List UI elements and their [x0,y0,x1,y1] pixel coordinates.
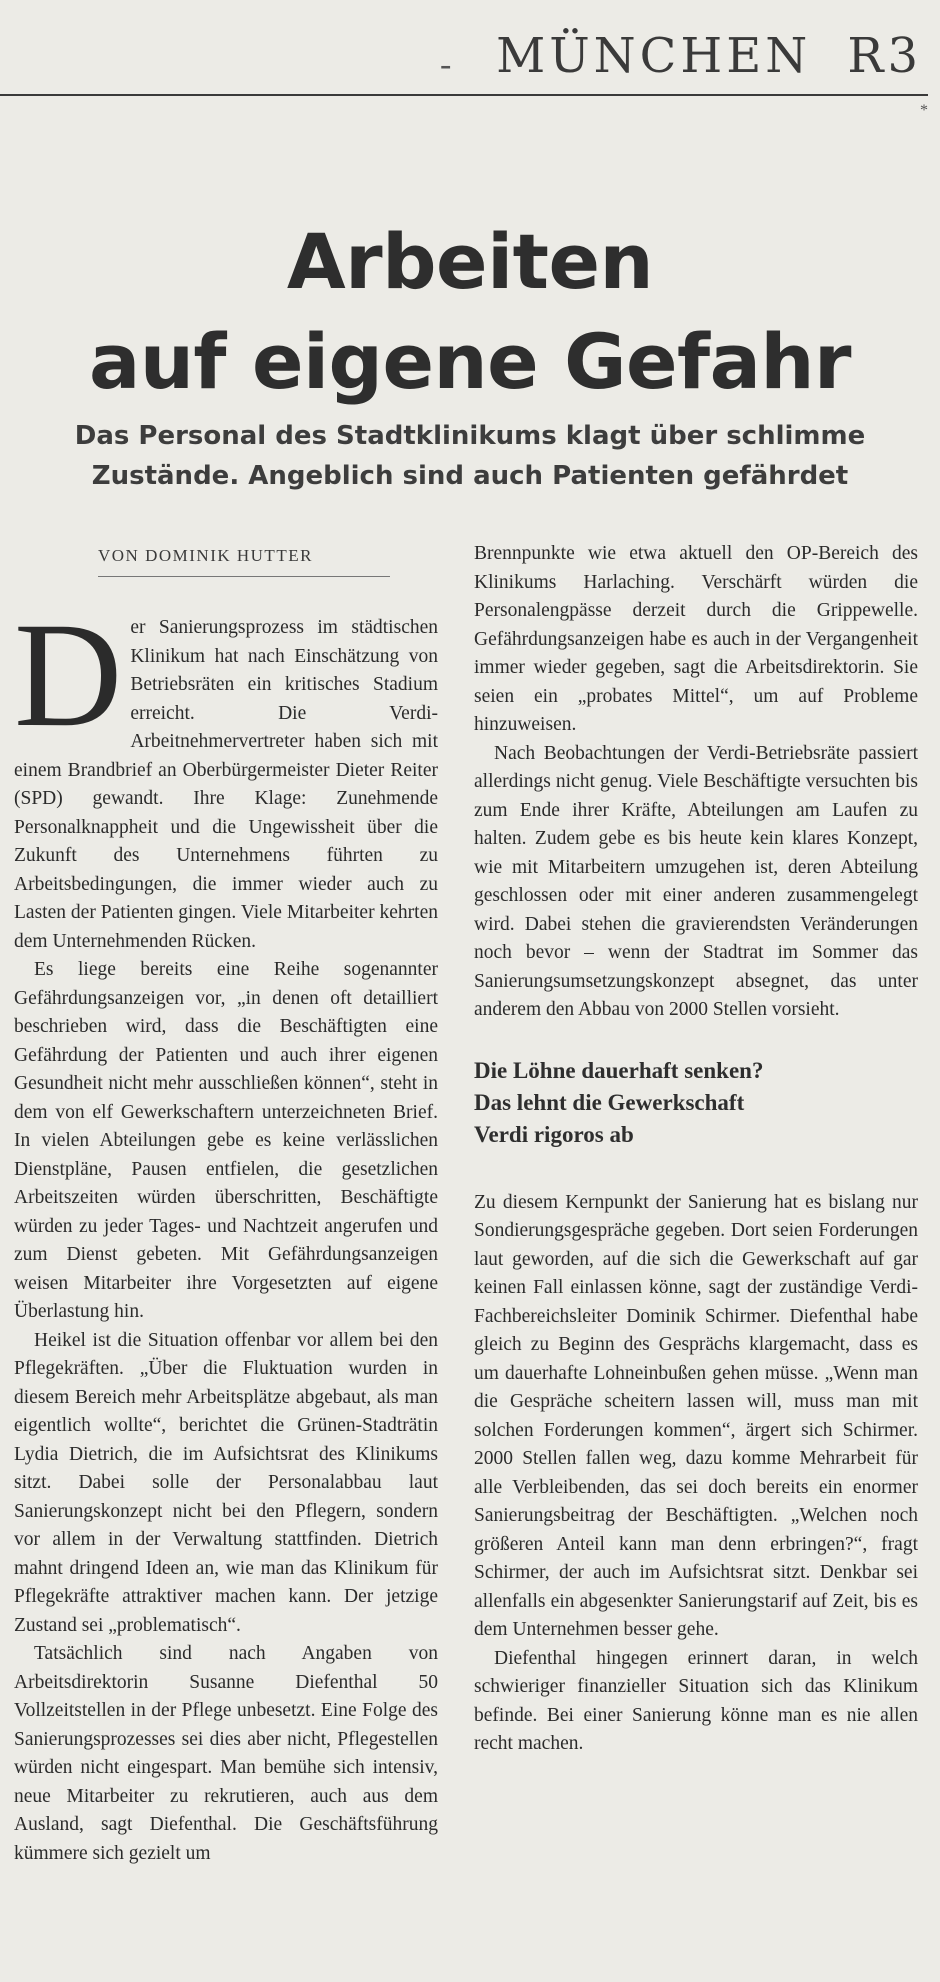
byline-rule [98,576,390,577]
dropcap: D [14,592,123,758]
subheadline-line-2: Zustände. Angeblich sind auch Patienten gefährdet [91,461,849,491]
headline [0,212,940,412]
article-column-left [14,546,438,1868]
paragraph-8: Diefenthal hingegen erinnert daran, in welch schwieriger finanzieller Situation sich das Klinikum befinde. Bei einer Sanierung könne man es nie allen recht machen. [474,1647,918,1754]
crosshead-line-2: Das lehnt die Gewerkschaft [474,1089,745,1115]
byline-text: VON DOMINIK HUTTER [98,546,313,565]
page-number: R3 [847,28,922,84]
crosshead-line-3: Verdi rigoros ab [474,1121,634,1147]
paragraph-2: Es liege bereits eine Reihe sogenannter Gefährdungsanzeigen vor, „in denen oft detailliert beschrieben wird, dass die Beschäftigten eine Gefährdung der Patienten und auch ihrer eigenen Gesundheit nicht mehr ausschließen können“, steht in dem von elf Gewerkschaftern unterzeichneten Brief. In vielen Abteilungen gebe es keine verlässlichen Dienstpläne, Pausen entfielen, die gesetzlichen Arbeitszeiten würden überschritten, Beschäftigte würden zu jeder Tages- und Nachtzeit angerufen und zum Dienst gebeten. Mit Gefährdungsanzeigen weisen Mitarbeiter ihre Vorgesetzten auf eigene Überlastung hin. [14,959,438,1322]
paragraph-7: Zu diesem Kernpunkt der Sanierung hat es bislang nur Sondierungsgespräche gegeben. Dort seien Forderungen laut geworden, auf die sich die Gewerkschaft auf gar keinen Fall einlassen könne, sagt der zuständige Verdi-Fachbereichsleiter Dominik Schirmer. Diefenthal habe gleich zu Beginn des Gesprächs klargemacht, dass es um dauerhafte Lohneinbußen gehen müsse. „Wenn man die Gespräche scheitern lassen will, muss man mit solchen Forderungen kommen“, ärgert sich Schirmer. 2000 Stellen fallen weg, dazu komme Mehrarbeit für alle Verbleibenden, das sei doch bereits ein enormer Sanierungsbeitrag der Beschäftigten. „Welchen noch größeren Anteil kann man denn erbringen?“, fragt Schirmer, der auch im Aufsichtsrat sitzt. Denkbar sei allenfalls ein abgesenkter Sanierungstarif auf Zeit, bis es dem Unternehmen besser gehe. [474,1191,918,1640]
article-body-left [14,592,438,1868]
header-rule [0,94,928,96]
headline-line-2: auf eigene Gefahr [89,317,851,406]
crosshead-line-1: Die Löhne dauerhaft senken? [474,1057,764,1083]
paragraph-1-text: er Sanierungsprozess im städtischen Klinikum hat nach Einschätzung von Betriebsräten ein kritisches Stadium erreicht. Die Verdi-Arbeitnehmervertreter haben sich mit einem Brandbrief an Oberbürgermeister Dieter Reiter (SPD) gewandt. Ihre Klage: Zunehmende Personalknappheit und die Ungewissheit über die Zukunft des Unternehmens führten zu Arbeitsbedingungen, die immer wieder auch zu Lasten der Patienten gingen. Viele Mitarbeiter kehrten dem Unternehmenden Rücken. [14,617,438,952]
section-header [496,28,922,84]
headline-line-1: Arbeiten [286,217,654,306]
paragraph-3: Heikel ist die Situation offenbar vor allem bei den Pflegekräften. „Über die Fluktuation wurden in diesem Bereich mehr Arbeitsplätze abgebaut, als man eigentlich wollte“, berichtet die Grünen-Stadträtin Lydia Dietrich, die im Aufsichtsrat des Klinikums sitzt. Dabei solle der Personalabbau laut Sanierungskonzept nicht bei den Pflegern, sondern vor allem in der Verwaltung stattfinden. Dietrich mahnt dringend Ideen an, wie man das Klinikum für Pflegekräfte attraktiver machen kann. Der jetzige Zustand sei „problematisch“. [14,1329,438,1636]
subheadline-line-1: Das Personal des Stadtklinikums klagt über schlimme [74,421,866,451]
header-dash: - [440,46,452,83]
paragraph-6: Nach Beobachtungen der Verdi-Betriebsräte passiert allerdings nicht genug. Viele Beschäftigte versuchten bis zum Ende ihrer Kräfte, Abteilungen am Laufen zu halten. Zudem gebe es bis heute kein klares Konzept, wie mit Mitarbeitern umzugehen ist, deren Abteilung geschlossen oder mit einer anderen zusammengelegt wird. Dabei stehen die gravierendsten Veränderungen noch bevor – wenn der Stadtrat im Sommer das Sanierungsumsetzungskonzept absegnet, das unter anderem den Abbau von 2000 Stellen vorsieht. [474,742,918,1020]
article-column-right [474,540,918,1759]
article-body-right [474,540,918,1759]
section-title: MÜNCHEN [496,28,812,84]
paragraph-5: Brennpunkte wie etwa aktuell den OP-Bereich des Klinikums Harlaching. Verschärft würden die Personalengpässe derzeit durch die Grippewelle. Gefährdungsanzeigen habe es auch in der Vergangenheit immer wieder gegeben, sagt die Arbeitsdirektorin. Sie seien ein „probates Mittel“, um auf Probleme hinzuweisen. [474,543,918,735]
byline [14,546,438,614]
paragraph-1 [14,592,438,956]
subheadline [0,416,940,496]
paragraph-4: Tatsächlich sind nach Angaben von Arbeitsdirektorin Susanne Diefenthal 50 Vollzeitstellen in der Pflege unbesetzt. Eine Folge des Sanierungsprozesses sei dies aber nicht, Pflegestellen würden nicht eingespart. Man bemühe sich intensiv, neue Mitarbeiter zu rekrutieren, auch aus dem Ausland, sagt Diefenthal. Die Geschäftsführung kümmere sich gezielt um [14,1643,438,1864]
edition-star: * [920,102,928,119]
crosshead [474,1055,918,1151]
